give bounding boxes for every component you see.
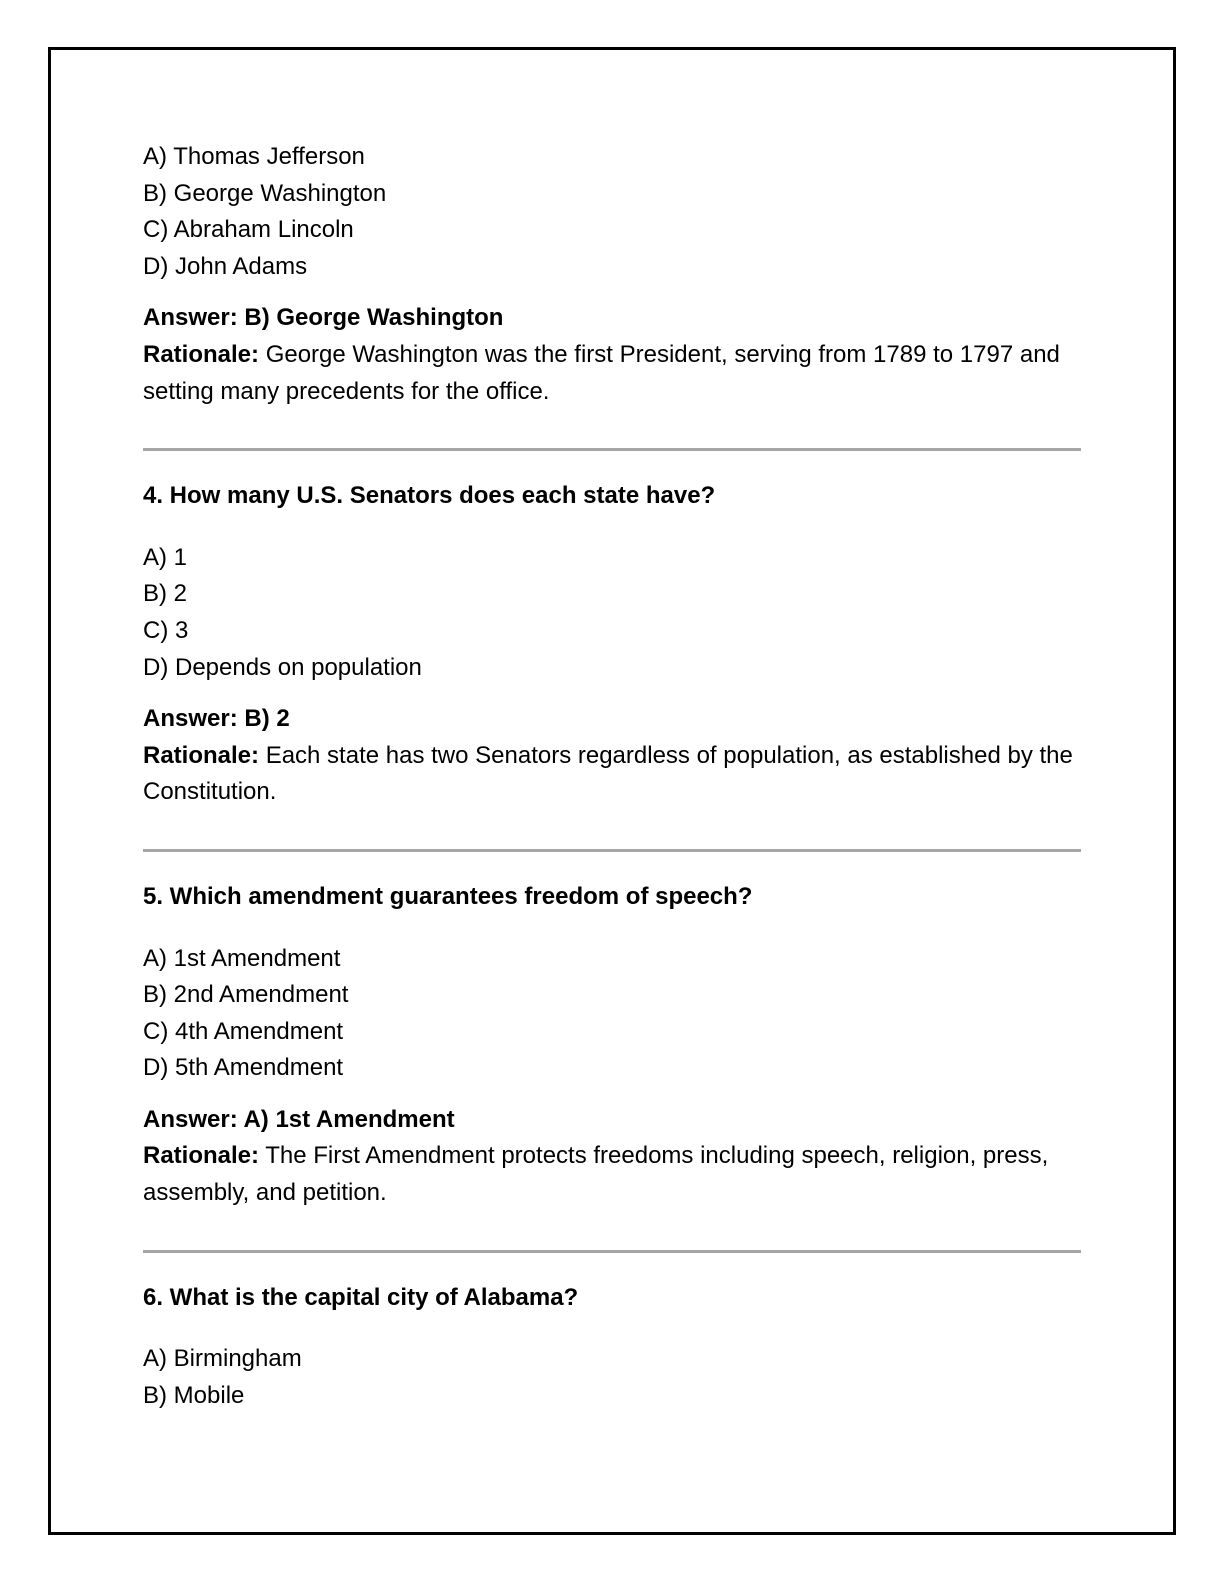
answer-value: A) 1st Amendment [243,1105,455,1133]
rationale-text: George Washington was the first President, serving from 1789 to 1797 and setting many precedents for the office. [143,340,1060,405]
answer-option: C) Abraham Lincoln [143,216,354,244]
answer-option: A) 1st Amendment [143,944,341,972]
rationale-text: The First Amendment protects freedoms including speech, religion, press, assembly, and petition. [143,1142,1049,1207]
question-6-options [143,1341,1081,1414]
answer-label: Answer: [143,304,238,332]
question-3-options [143,139,1081,285]
answer-line [143,1102,1081,1139]
question-heading: 4. How many U.S. Senators does each state have? [143,482,716,510]
answer-option: B) 2 [143,580,188,608]
question-5-answer-rationale [143,1102,1081,1212]
question-3-answer-rationale [143,300,1081,410]
answer-line [143,701,1081,738]
answer-option: A) Birmingham [143,1345,302,1373]
answer-value: B) George Washington [244,304,504,332]
rationale-text: Each state has two Senators regardless of population, as established by the Constitution. [143,741,1073,806]
question-heading: 5. Which amendment guarantees freedom of speech? [143,882,753,910]
document-content [51,50,1173,1414]
question-4-options [143,540,1081,686]
rationale-label: Rationale: [143,340,260,368]
rationale-label: Rationale: [143,741,260,769]
section-divider [143,448,1081,451]
answer-value: B) 2 [244,705,290,733]
answer-option: D) John Adams [143,252,308,280]
section-divider [143,849,1081,852]
answer-label: Answer: [143,1105,238,1133]
answer-option: A) Thomas Jefferson [143,143,365,170]
answer-option: D) 5th Amendment [143,1054,344,1082]
section-divider [143,1250,1081,1253]
document-page [48,47,1176,1535]
answer-option: B) 2nd Amendment [143,981,349,1009]
answer-option: A) 1 [143,543,188,571]
answer-option: D) Depends on population [143,653,422,681]
answer-option: B) George Washington [143,179,387,207]
rationale-label: Rationale: [143,1142,260,1170]
question-4-answer-rationale [143,701,1081,811]
question-heading: 6. What is the capital city of Alabama? [143,1283,579,1311]
answer-line [143,300,1081,337]
answer-label: Answer: [143,705,238,733]
answer-option: C) 4th Amendment [143,1017,344,1045]
question-5-options [143,941,1081,1087]
answer-option: C) 3 [143,616,189,644]
answer-option: B) Mobile [143,1381,245,1409]
